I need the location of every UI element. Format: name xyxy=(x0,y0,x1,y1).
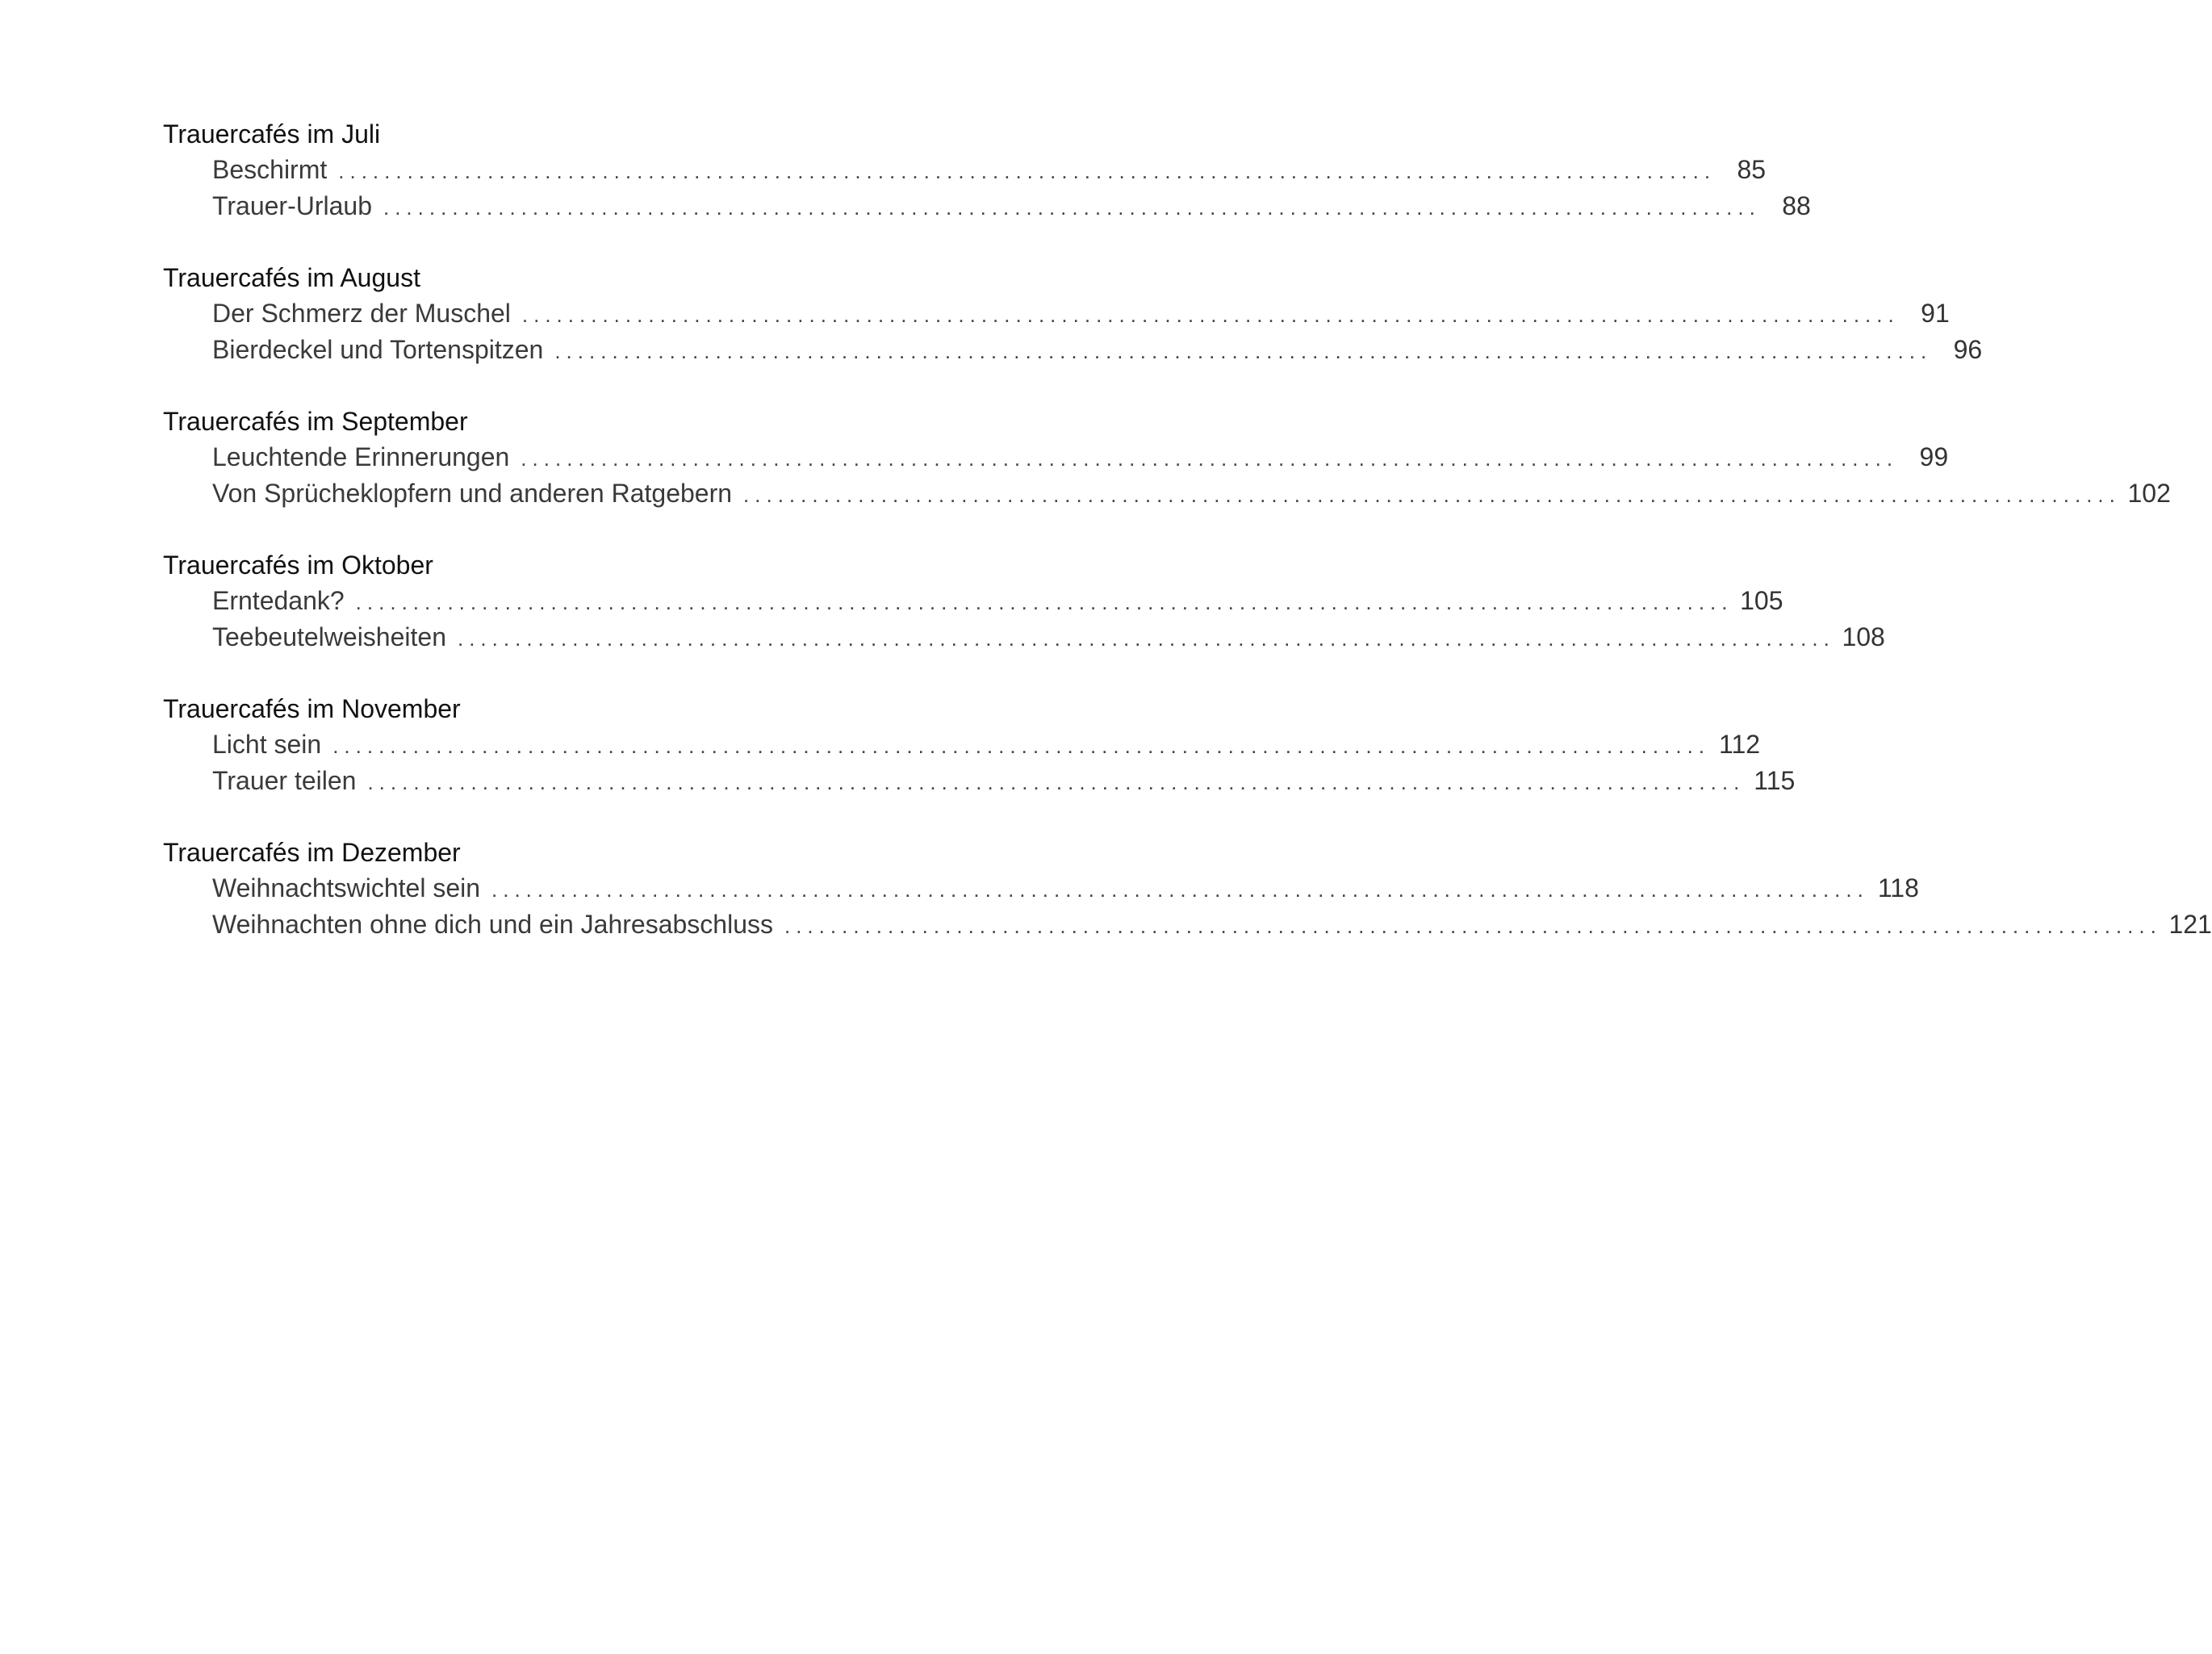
section-title: Trauercafés im Dezember xyxy=(163,838,461,867)
toc-entry[interactable] xyxy=(163,727,1761,763)
toc-entry[interactable] xyxy=(163,583,1783,619)
page-number: 121 xyxy=(2168,910,2212,939)
dot-leader: ........................................................................................................................ xyxy=(383,195,1761,220)
dot-leader: ........................................................................................................................ xyxy=(554,339,1933,363)
dot-leader: ........................................................................................................................ xyxy=(367,770,1746,794)
page-number: 85 xyxy=(1737,155,1767,184)
entry-title: Trauer teilen xyxy=(212,766,357,795)
dot-leader: ........................................................................................................................ xyxy=(355,590,1733,614)
page-number: 96 xyxy=(1953,335,1983,364)
entry-title: Der Schmerz der Muschel xyxy=(212,299,511,328)
toc-section-november xyxy=(163,691,1796,799)
toc-entry[interactable] xyxy=(163,870,1919,907)
entry-title: Weihnachten ohne dich und ein Jahresabschluss xyxy=(212,910,773,939)
toc-entry[interactable] xyxy=(163,295,1950,332)
section-title: Trauercafés im September xyxy=(163,407,468,436)
toc-section-juli xyxy=(163,116,1811,224)
entry-title: Weihnachtswichtel sein xyxy=(212,873,481,902)
toc-entry[interactable] xyxy=(163,763,1796,799)
toc-entry[interactable] xyxy=(163,332,1983,368)
entry-title: Teebeutelweisheiten xyxy=(212,622,446,651)
dot-leader: ........................................................................................................................ xyxy=(521,303,1900,327)
entry-title: Von Sprücheklopfern und anderen Ratgebern xyxy=(212,479,733,508)
entry-title: Bierdeckel und Tortenspitzen xyxy=(212,335,544,364)
dot-leader: ........................................................................................................................ xyxy=(491,877,1869,902)
toc-section-september xyxy=(163,404,2171,512)
section-title: Trauercafés im November xyxy=(163,694,461,723)
toc-entry[interactable] xyxy=(163,152,1767,188)
entry-title: Erntedank? xyxy=(212,586,345,615)
table-of-contents xyxy=(163,116,2212,978)
dot-leader: ........................................................................................................................ xyxy=(338,159,1716,183)
page-number: 112 xyxy=(1719,730,1761,759)
entry-title: Licht sein xyxy=(212,730,322,759)
entry-title: Leuchtende Erinnerungen xyxy=(212,442,510,471)
page-number: 91 xyxy=(1921,299,1950,328)
section-title: Trauercafés im Juli xyxy=(163,119,381,149)
toc-entry[interactable] xyxy=(163,907,2212,943)
dot-leader: ........................................................................................................................ xyxy=(521,446,1899,471)
dot-leader: ........................................................................................................................ xyxy=(743,483,2121,507)
dot-leader: ........................................................................................................................ xyxy=(784,914,2162,938)
entry-title: Trauer-Urlaub xyxy=(212,191,372,220)
page-number: 99 xyxy=(1919,442,1949,471)
dot-leader: ........................................................................................................................ xyxy=(457,626,1835,651)
dot-leader: ........................................................................................................................ xyxy=(332,734,1711,758)
page-number: 115 xyxy=(1754,766,1796,795)
section-title: Trauercafés im Oktober xyxy=(163,551,433,580)
page-number: 118 xyxy=(1877,873,1919,902)
page-number: 102 xyxy=(2127,479,2171,508)
page-number: 88 xyxy=(1782,191,1811,220)
entry-title: Beschirmt xyxy=(212,155,328,184)
toc-section-oktober xyxy=(163,547,1885,655)
section-title: Trauercafés im August xyxy=(163,263,420,292)
toc-entry[interactable] xyxy=(163,439,1949,475)
toc-entry[interactable] xyxy=(163,188,1811,224)
page-number: 105 xyxy=(1740,586,1783,615)
page-number: 108 xyxy=(1842,622,1885,651)
toc-section-dezember xyxy=(163,835,2212,943)
toc-section-august xyxy=(163,260,1983,368)
toc-entry[interactable] xyxy=(163,475,2171,512)
toc-entry[interactable] xyxy=(163,619,1885,655)
